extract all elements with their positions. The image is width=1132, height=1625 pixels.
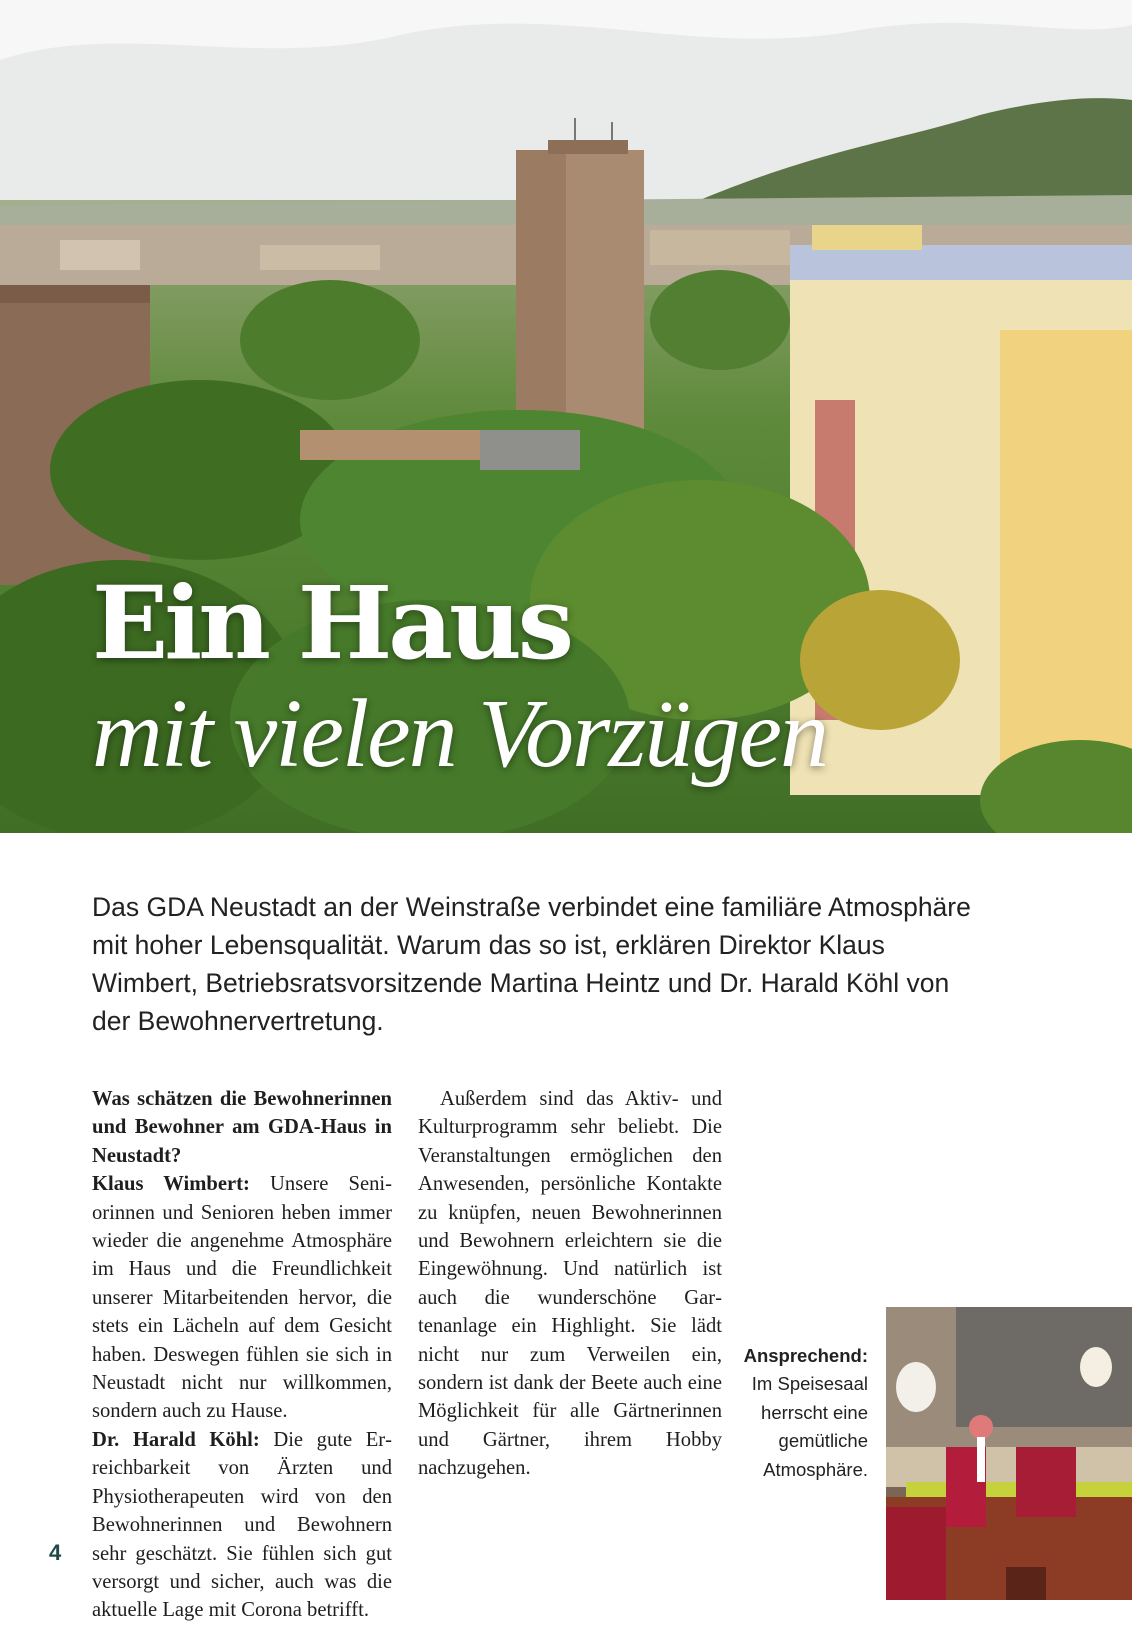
- speaker-name: Klaus Wimbert:: [92, 1173, 250, 1196]
- intro-paragraph: Das GDA Neustadt an der Weinstraße verbindet eine familiäre Atmosphäre mit hoher Lebensqualität. Warum das so ist, erklären Direktor Klaus Wimbert, Betriebsratsvorsitzende Martina Heintz und Dr. Harald Köhl von der Bewohnervertretung.: [92, 892, 971, 1036]
- title-line-1: Ein Haus: [92, 564, 571, 682]
- answer-text: Die gute Erreichbarkeit von Ärzten und Physiotherapeuten wird von den Bewohnerinnen und Bewohnern sehr geschätzt. Sie fühlen sich gut versorgt und sicher, auch was die aktuelle Lage mit Corona betrifft.: [92, 1428, 392, 1622]
- speaker-name: Dr. Harald Köhl:: [92, 1428, 260, 1451]
- answer-text: Unsere Seniorinnen und Senioren heben immer wieder die angenehme Atmosphäre im Haus und die Freundlichkeit unserer Mitarbeitenden hervor, die stets ein Lächeln auf dem Gesicht haben. Deswegen fühlen sie sich in Neustadt nicht nur willkommen, sondern auch zu Hause.: [92, 1173, 392, 1423]
- caption-text: Im Speisesaal herrscht eine gemütliche Atmosphäre.: [751, 1373, 868, 1480]
- dining-room-illustration: [886, 1307, 1132, 1600]
- article-column-1: [92, 1085, 392, 1625]
- photo-caption: [726, 1342, 868, 1484]
- answer-text: Außerdem sind das Aktiv- und Kulturprogramm sehr beliebt. Die Veranstaltungen ermöglichen den Anwesenden, persönliche Kontakte zu knüpfen, neuen Bewohnerinnen und Bewohnern erleichtern sie die Eingewöhnung. Und natürlich ist auch die wunderschöne Gartenanlage ein Highlight. Sie lädt nicht nur zum Verweilen ein, sondern ist dank der Beete auch eine Möglichkeit für alle Gärtnerinnen und Gärtner, ihrem Hobby nachzugehen.: [418, 1088, 722, 1480]
- interview-question: Was schätzen die Bewohnerinnen und Bewohner am GDA-Haus in Neustadt?: [92, 1088, 392, 1167]
- dining-room-photo: [886, 1307, 1132, 1600]
- page-title: [92, 564, 827, 790]
- title-line-2: mit vielen Vorzügen: [92, 680, 827, 788]
- page-number: 4: [49, 1540, 62, 1565]
- article-column-2: [418, 1085, 722, 1483]
- caption-label: Ansprechend:: [743, 1345, 868, 1366]
